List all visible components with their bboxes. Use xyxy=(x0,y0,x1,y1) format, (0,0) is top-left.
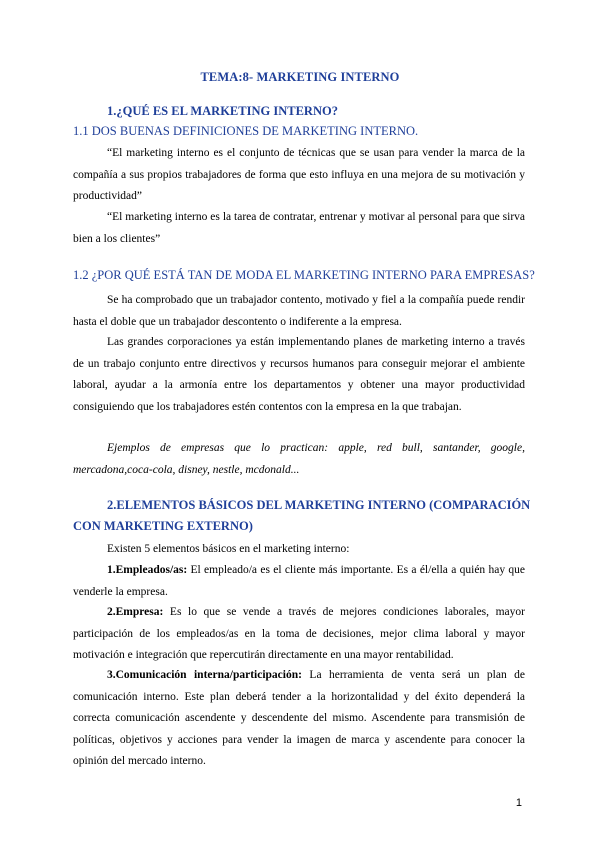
element-item-3-label: 3.Comunicación interna/participación: xyxy=(107,669,302,681)
element-item-3 xyxy=(73,665,525,773)
element-item-1-label: 1.Empleados/as: xyxy=(107,564,188,576)
section-2-heading-line-2: CON MARKETING EXTERNO) xyxy=(73,519,253,533)
section-1-heading: 1.¿QUÉ ES EL MARKETING INTERNO? xyxy=(107,104,338,118)
paragraph-contento: Se ha comprobado que un trabajador contento, motivado y fiel a la compañía puede rendir hasta el doble que un trabajador descontento o indiferente a la empresa. xyxy=(73,294,525,328)
definition-quote-1: “El marketing interno es el conjunto de técnicas que se usan para vender la marca de la compañía a sus propios trabajadores de forma que esto influya en una mejora de su motivación y productividad” xyxy=(73,147,525,202)
element-item-2 xyxy=(73,602,525,667)
paragraph-corporaciones: Las grandes corporaciones ya están implementando planes de marketing interno a través de un trabajo conjunto entre directivos y recursos humanos para conseguir mejorar el ambiente laboral, ayudar a la armonía entre los departamentos y obtener una mayor productividad consiguiendo que los trabajadores estén contentos con la empresa en la que trabajan. xyxy=(73,336,525,413)
element-item-1 xyxy=(73,560,525,603)
page-number: 1 xyxy=(515,797,522,809)
element-item-3-text: La herramienta de venta será un plan de comunicación interno. Este plan deberá tender a la horizontalidad y del éxito dependerá la correcta comunicación ascendente y descendente del mismo. Ascendente para transmisión de políticas, objetivos y acciones para vender la imagen de marca y ascendente para conocer la opinión del mercado interno. xyxy=(73,669,526,767)
subsection-1-2-heading: 1.2 ¿POR QUÉ ESTÁ TAN DE MODA EL MARKETING INTERNO PARA EMPRESAS? xyxy=(73,268,535,282)
definition-quote-2: “El marketing interno es la tarea de contratar, entrenar y motivar al personal para que sirva bien a los clientes” xyxy=(73,211,525,245)
element-item-2-label: 2.Empresa: xyxy=(107,606,164,618)
element-item-1-text: El empleado/a es el cliente más importante. Es a él/ella a quién hay que venderle la empresa. xyxy=(73,564,525,598)
subsection-1-1-heading: 1.1 DOS BUENAS DEFINICIONES DE MARKETING INTERNO. xyxy=(73,124,419,138)
element-item-2-text: Es lo que se vende a través de mejores condiciones laborales, mayor participación de los empleados/as en la toma de decisiones, mejor clima laboral y mayor motivación e integración que repercutirán directamente en una mayor rentabilidad. xyxy=(73,606,525,661)
paragraph-intro-elements: Existen 5 elementos básicos en el marketing interno: xyxy=(107,543,350,555)
page-title: TEMA:8- MARKETING INTERNO xyxy=(200,70,400,84)
paragraph-examples: Ejemplos de empresas que lo practican: apple, red bull, santander, google, mercadona,coca-cola, disney, nestle, mcdonald... xyxy=(73,442,525,476)
section-2-heading-line-1: 2.ELEMENTOS BÁSICOS DEL MARKETING INTERNO (COMPARACIÓN xyxy=(107,498,531,512)
